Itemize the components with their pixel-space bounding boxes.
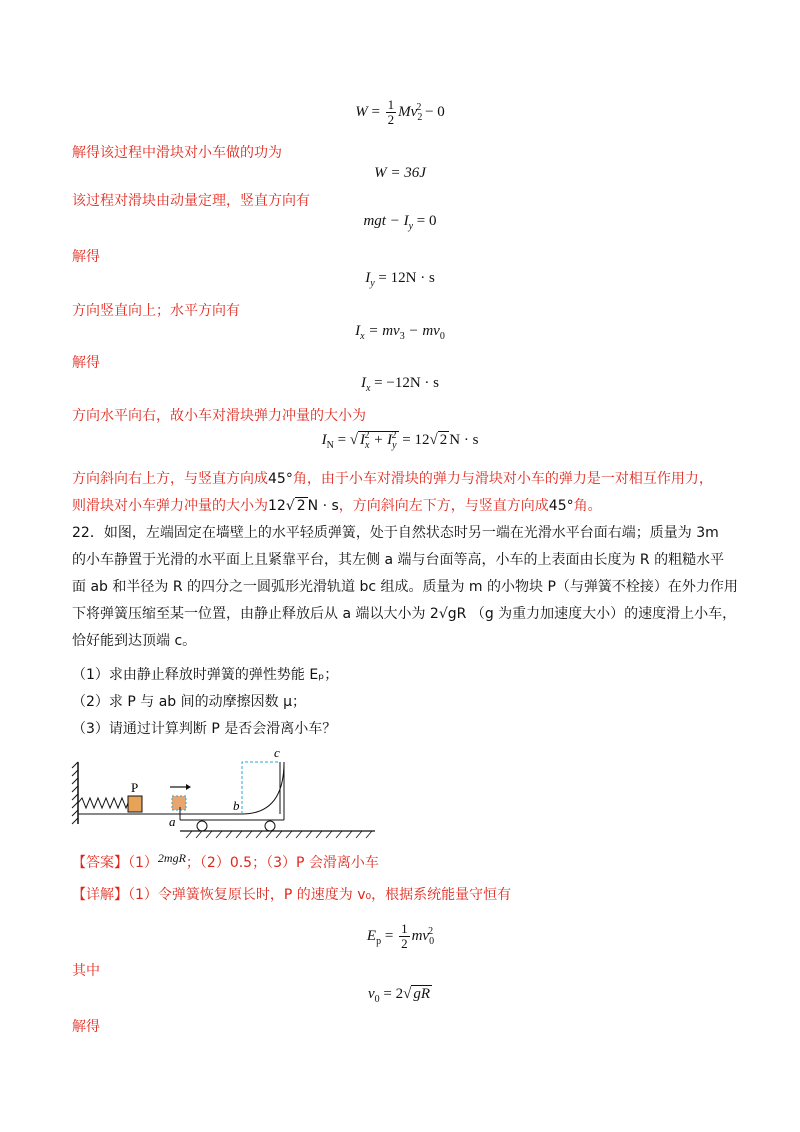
svg-text:a: a (169, 814, 176, 829)
text-line: 该过程对滑块由动量定理，竖直方向有 (72, 193, 310, 209)
text-line: 其中 (72, 963, 100, 979)
answer-line: 【答案】（1）2mgR；（2）0.5；（3）P 会滑离小车 (72, 851, 379, 871)
text-line: 方向斜向右上方，与竖直方向成45°角，由于小车对滑块的弹力与滑块对小车的弹力是一对相互作用力， (72, 471, 713, 487)
text-line: 解得 (72, 1019, 100, 1035)
question-line: 下将弹簧压缩至某一位置，由静止释放后从 a 端以大小为 2√gR （g 为重力加速度大小）的速度滑上小车， (72, 606, 737, 622)
dashed-guide (242, 762, 280, 814)
text-line: 方向竖直向上；水平方向有 (72, 303, 240, 319)
dashed-block (172, 796, 186, 810)
block-p (128, 796, 142, 812)
wheel (265, 821, 275, 831)
text-line: 解得 (72, 249, 100, 265)
equation-work: W = $\frac{1}{2}$ $Mv_2^2 - 0$ (355, 97, 445, 127)
sub-question: （3）请通过计算判断 P 是否会滑离小车？ (72, 721, 337, 737)
text-line: 解得 (72, 355, 100, 371)
sub-question: （1）求由静止释放时弹簧的弹性势能 Eₚ； (72, 667, 339, 683)
svg-text:b: b (233, 798, 240, 813)
question-line: 恰好能到达顶端 c。 (72, 633, 197, 649)
wall-hatch (72, 762, 78, 824)
text-line: 解得该过程中滑块对小车做的功为 (72, 145, 282, 161)
arc-bc (242, 762, 284, 814)
svg-text:P: P (131, 780, 139, 795)
question-line: 的小车静置于光滑的水平面上且紧靠平台，其左侧 a 端与台面等高，小车的上表面由长度为 R 的粗糙水平 (72, 552, 725, 568)
physics-figure (70, 744, 390, 844)
question-line: 面 ab 和半径为 R 的四分之一圆弧形光滑轨道 bc 组成。质量为 m 的小物块 P（与弹簧不栓接）在外力作用 (72, 579, 738, 595)
equation-w36: W = 36J (374, 165, 426, 181)
spring (78, 798, 128, 808)
equation-iy: $I_y = 12N \cdot s$ (365, 270, 435, 289)
text-line: 则滑块对小车弹力冲量的大小为12√ 2 N · s，方向斜向左下方，与竖直方向成45°角。 (72, 498, 602, 514)
sub-question: （2）求 P 与 ab 间的动摩擦因数 μ； (72, 694, 306, 710)
svg-text:c: c (274, 745, 280, 760)
equation-v0: $v_0 = 2√$ gR (367, 986, 431, 1005)
text-line: 方向水平向右，故小车对滑块弹力冲量的大小为 (72, 408, 366, 424)
detail-line: 【详解】（1）令弹簧恢复原长时，P 的速度为 v₀，根据系统能量守恒有 (72, 887, 512, 903)
equation-ix-value: $I_x = -12N \cdot s$ (360, 375, 440, 394)
equation-momentum-y: mgt − $I_y = 0$ (363, 213, 437, 232)
wheel (197, 821, 207, 831)
question-line: 22．如图，左端固定在墙壁上的水平轻质弹簧，处于自然状态时另一端在光滑水平台面右端；质量为 3m (72, 525, 719, 541)
arrow-icon (186, 784, 191, 790)
equation-ix: $I_x = mv_3 - mv_0$ (355, 323, 445, 342)
equation-ep: $E_p$ = $\frac{1}{2}$ $mv_0^2$ (366, 921, 435, 951)
equation-in: $I_N$ = √ $I_x^2 + I_y^2 = 12√$ 2 N · s (321, 430, 479, 451)
